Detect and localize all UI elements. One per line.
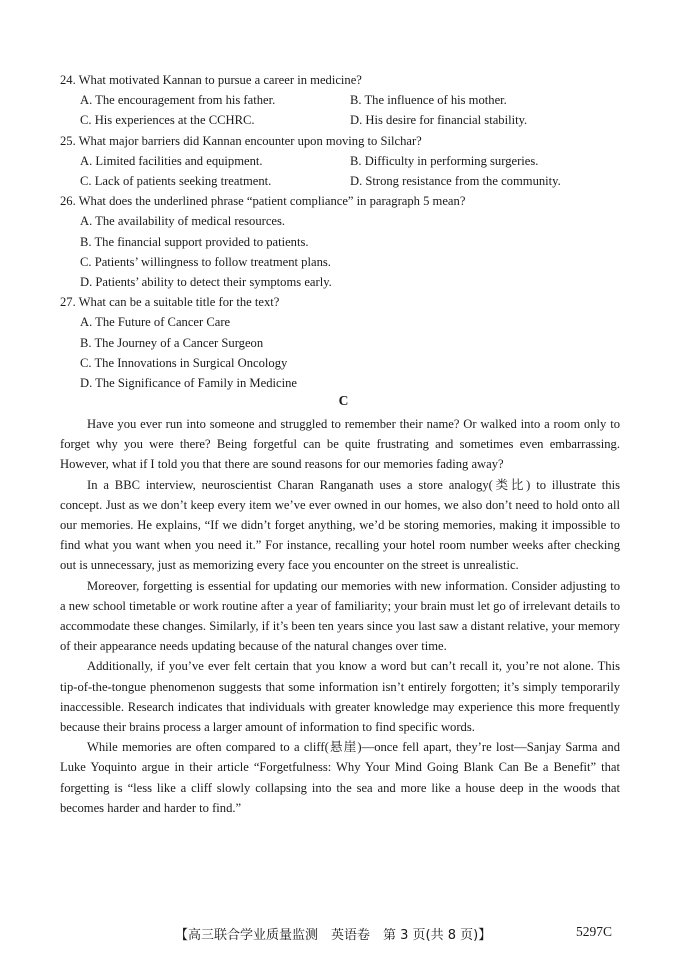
option-a: A. The encouragement from his father. xyxy=(80,93,276,108)
passage-paragraph: Have you ever run into someone and struggled to remember their name? Or walked into a room only to forget why you were there? Being forgetful can be quite frustrating and sometimes even embarrassing. However, what if I told you that there are sound reasons for our memories fading away? xyxy=(60,417,620,472)
question-27 xyxy=(60,292,620,393)
passage-paragraph: Moreover, forgetting is essential for updating our memories with new information. Consider adjusting to a new school timetable or work routine after a year of familiarity; your brain must let go of irrelevant details to accommodate these changes. Similarly, if it’s been ten years since you last saw a distant relative, your memory of their appearance needs updating because of the natural changes over time. xyxy=(60,578,620,654)
question-stem: 24. What motivated Kannan to pursue a career in medicine? xyxy=(60,73,362,87)
question-25 xyxy=(60,131,620,192)
option-b: B. The Journey of a Cancer Surgeon xyxy=(80,335,264,350)
option-row xyxy=(80,151,620,171)
question-stem: 25. What major barriers did Kannan encounter upon moving to Silchar? xyxy=(60,133,422,148)
option-a: A. Limited facilities and equipment. xyxy=(80,153,263,168)
footer-exam-info: 【高三联合学业质量监测 英语卷 第 3 页(共 8 页)】 xyxy=(175,928,492,943)
passage-paragraph: Additionally, if you’ve ever felt certain that you know a word but can’t recall it, you’re not alone. This tip-of-the-tongue phenomenon suggests that some information isn’t entirely forgotten; it’s simply temporarily inaccessible. Research indicates that individuals with greater knowledge may experience this more frequently because their brains process a larger amount of information to find specific words. xyxy=(60,659,620,735)
question-stem: 26. What does the underlined phrase “patient compliance” in paragraph 5 mean? xyxy=(60,194,466,209)
section-heading: C xyxy=(338,393,349,408)
option-row xyxy=(80,171,620,191)
reading-passage xyxy=(60,414,620,818)
option-row xyxy=(80,110,620,130)
option-a: A. The availability of medical resources. xyxy=(80,214,286,229)
option-c: C. Lack of patients seeking treatment. xyxy=(80,174,272,189)
option-b: B. The influence of his mother. xyxy=(350,93,507,108)
option-d: D. The Significance of Family in Medicine xyxy=(80,376,297,391)
option-d: D. Strong resistance from the community. xyxy=(350,174,561,189)
footer-paper-code: 5297C xyxy=(576,924,613,939)
option-a: A. The Future of Cancer Care xyxy=(80,315,231,330)
passage-paragraph: In a BBC interview, neuroscientist Charan Ranganath uses a store analogy(类比) to illustrate this concept. Just as we don’t keep every item we’ve ever owned in our homes, we also don’t need to hold onto all our memories. He explains, “If we didn’t forget anything, we’d be storing memories, making it impossible to find what you want when you need it.” For instance, recalling your hotel room number weeks after checking out is unnecessary, just as memorizing every face you encounter on the street is unrealistic. xyxy=(60,477,620,573)
question-24 xyxy=(60,70,620,131)
passage-paragraph: While memories are often compared to a cliff(悬崖)—once fell apart, they’re lost—Sanjay Sarma and Luke Yoquinto argue in their article “Forgetfulness: Why Your Mind Going Blank Can Be a Benefit” that forgetting is “less like a cliff slowly collapsing into the sea and more like a house deep in the woods that becomes harder and harder to find.” xyxy=(60,740,620,815)
option-b: B. Difficulty in performing surgeries. xyxy=(350,153,539,168)
option-d: D. His desire for financial stability. xyxy=(350,113,528,128)
option-d: D. Patients’ ability to detect their symptoms early. xyxy=(80,275,332,290)
question-26 xyxy=(60,191,620,292)
option-c: C. Patients’ willingness to follow treatment plans. xyxy=(80,254,331,269)
option-row xyxy=(80,90,620,110)
question-stem: 27. What can be a suitable title for the text? xyxy=(60,295,280,310)
option-b: B. The financial support provided to patients. xyxy=(80,234,309,249)
question-list xyxy=(60,70,620,393)
option-c: C. His experiences at the CCHRC. xyxy=(80,113,255,128)
option-c: C. The Innovations in Surgical Oncology xyxy=(80,355,288,370)
